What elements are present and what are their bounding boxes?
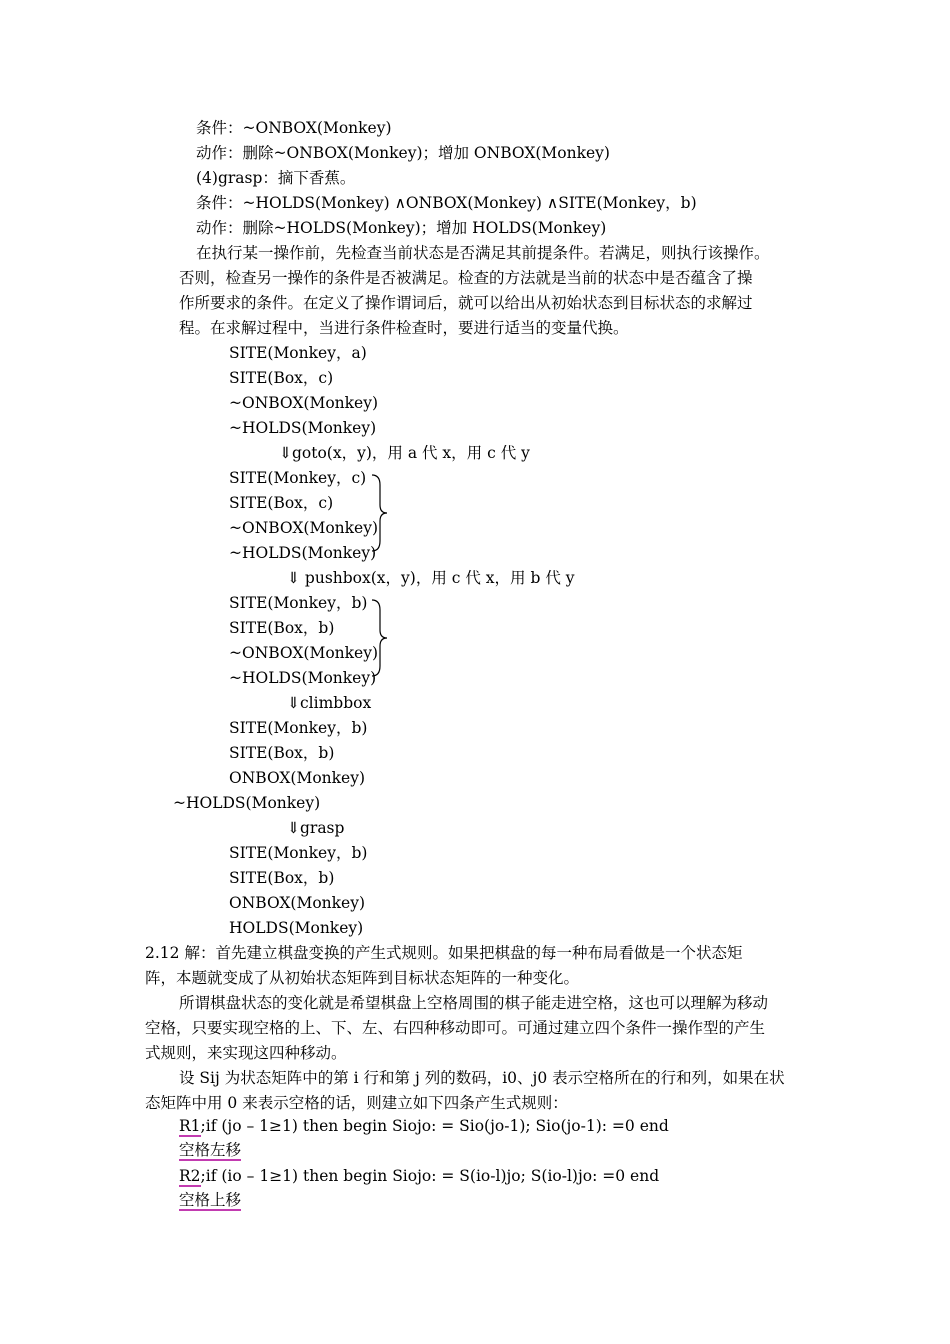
- step-goto: ⇓goto(x，y)，用 a 代 x，用 c 代 y: [279, 444, 530, 462]
- rule-r1-label: R1: [179, 1117, 201, 1135]
- state5-line: SITE(Monkey，b): [229, 844, 368, 862]
- state2-line: ~HOLDS(Monkey): [229, 544, 377, 562]
- state2-line: ~ONBOX(Monkey): [229, 519, 379, 537]
- rule-r2-label: R2: [179, 1167, 201, 1185]
- check-para-line-4: 程。在求解过程中，当进行条件检查时，要进行适当的变量代换。: [179, 319, 629, 337]
- state4-line: ONBOX(Monkey): [229, 769, 366, 787]
- rule-r2: [179, 1166, 659, 1186]
- check-para-line-3: 作所要求的条件。在定义了操作谓词后，就可以给出从初始状态到目标状态的求解过: [179, 294, 753, 312]
- action-line-1: 动作：删除~ONBOX(Monkey)；增加 ONBOX(Monkey): [196, 144, 610, 162]
- state3-line: ~HOLDS(Monkey): [229, 669, 377, 687]
- para2-line-1: 所谓棋盘状态的变化就是希望棋盘上空格周围的棋子能走进空格，这也可以理解为移动: [179, 994, 769, 1012]
- state5-line: HOLDS(Monkey): [229, 919, 364, 937]
- check-para-line-1: 在执行某一操作前，先检查当前状态是否满足其前提条件。若满足，则执行该操作。: [196, 244, 770, 262]
- state3-line: SITE(Box，b): [229, 619, 335, 637]
- grasp-heading: (4)grasp：摘下香蕉。: [196, 169, 356, 187]
- para3-line-2: 态矩阵中用 0 来表示空格的话，则建立如下四条产生式规则：: [145, 1094, 568, 1112]
- rule-r1-caption: [179, 1140, 241, 1160]
- para2-line-3: 式规则，来实现这四种移动。: [145, 1044, 347, 1062]
- right-brace-icon: [370, 598, 390, 678]
- q212-line-1: 2.12 解：首先建立棋盘变换的产生式规则。如果把棋盘的每一种布局看做是一个状态矩: [145, 944, 743, 962]
- state4-line: ~HOLDS(Monkey): [173, 794, 321, 812]
- rule-r1-text: ;if (jo – 1≥1) then begin Siojo: = Sio(jo-1); Sio(jo-1): =0 end: [200, 1117, 669, 1135]
- state1-line: ~HOLDS(Monkey): [229, 419, 377, 437]
- state5-line: SITE(Box，b): [229, 869, 335, 887]
- action-line-2: 动作：删除~HOLDS(Monkey)；增加 HOLDS(Monkey): [196, 219, 607, 237]
- right-brace-icon: [370, 473, 390, 553]
- state1-line: SITE(Monkey，a): [229, 344, 367, 362]
- condition-line-1: 条件：~ONBOX(Monkey): [196, 119, 392, 137]
- step-pushbox: ⇓ pushbox(x，y)，用 c 代 x，用 b 代 y: [287, 569, 575, 587]
- step-climbbox: ⇓climbbox: [287, 694, 372, 712]
- para2-line-2: 空格，只要实现空格的上、下、左、右四种移动即可。可通过建立四个条件一操作型的产生: [145, 1019, 766, 1037]
- rule-r1-caption-text: 空格左移: [179, 1141, 242, 1159]
- rule-r1: [179, 1116, 669, 1136]
- rule-r2-text: ;if (io – 1≥1) then begin Siojo: = S(io-l)jo; S(io-l)jo: =0 end: [200, 1167, 660, 1185]
- state1-line: SITE(Box，c): [229, 369, 334, 387]
- state2-line: SITE(Monkey，c): [229, 469, 367, 487]
- q212-line-2: 阵，本题就变成了从初始状态矩阵到目标状态矩阵的一种变化。: [145, 969, 580, 987]
- state5-line: ONBOX(Monkey): [229, 894, 366, 912]
- state2-line: SITE(Box，c): [229, 494, 334, 512]
- rule-r2-caption-text: 空格上移: [179, 1191, 242, 1209]
- condition-line-2: 条件：~HOLDS(Monkey) ∧ONBOX(Monkey) ∧SITE(Monkey，b): [196, 194, 697, 212]
- check-para-line-2: 否则，检查另一操作的条件是否被满足。检查的方法就是当前的状态中是否蕴含了操: [179, 269, 753, 287]
- state1-line: ~ONBOX(Monkey): [229, 394, 379, 412]
- step-grasp: ⇓grasp: [287, 819, 345, 837]
- para3-line-1: 设 Sij 为状态矩阵中的第 i 行和第 j 列的数码，i0、j0 表示空格所在的行和列，如果在状: [179, 1069, 785, 1087]
- rule-r2-caption: [179, 1190, 241, 1210]
- state4-line: SITE(Box，b): [229, 744, 335, 762]
- state4-line: SITE(Monkey，b): [229, 719, 368, 737]
- state3-line: ~ONBOX(Monkey): [229, 644, 379, 662]
- state3-line: SITE(Monkey，b): [229, 594, 368, 612]
